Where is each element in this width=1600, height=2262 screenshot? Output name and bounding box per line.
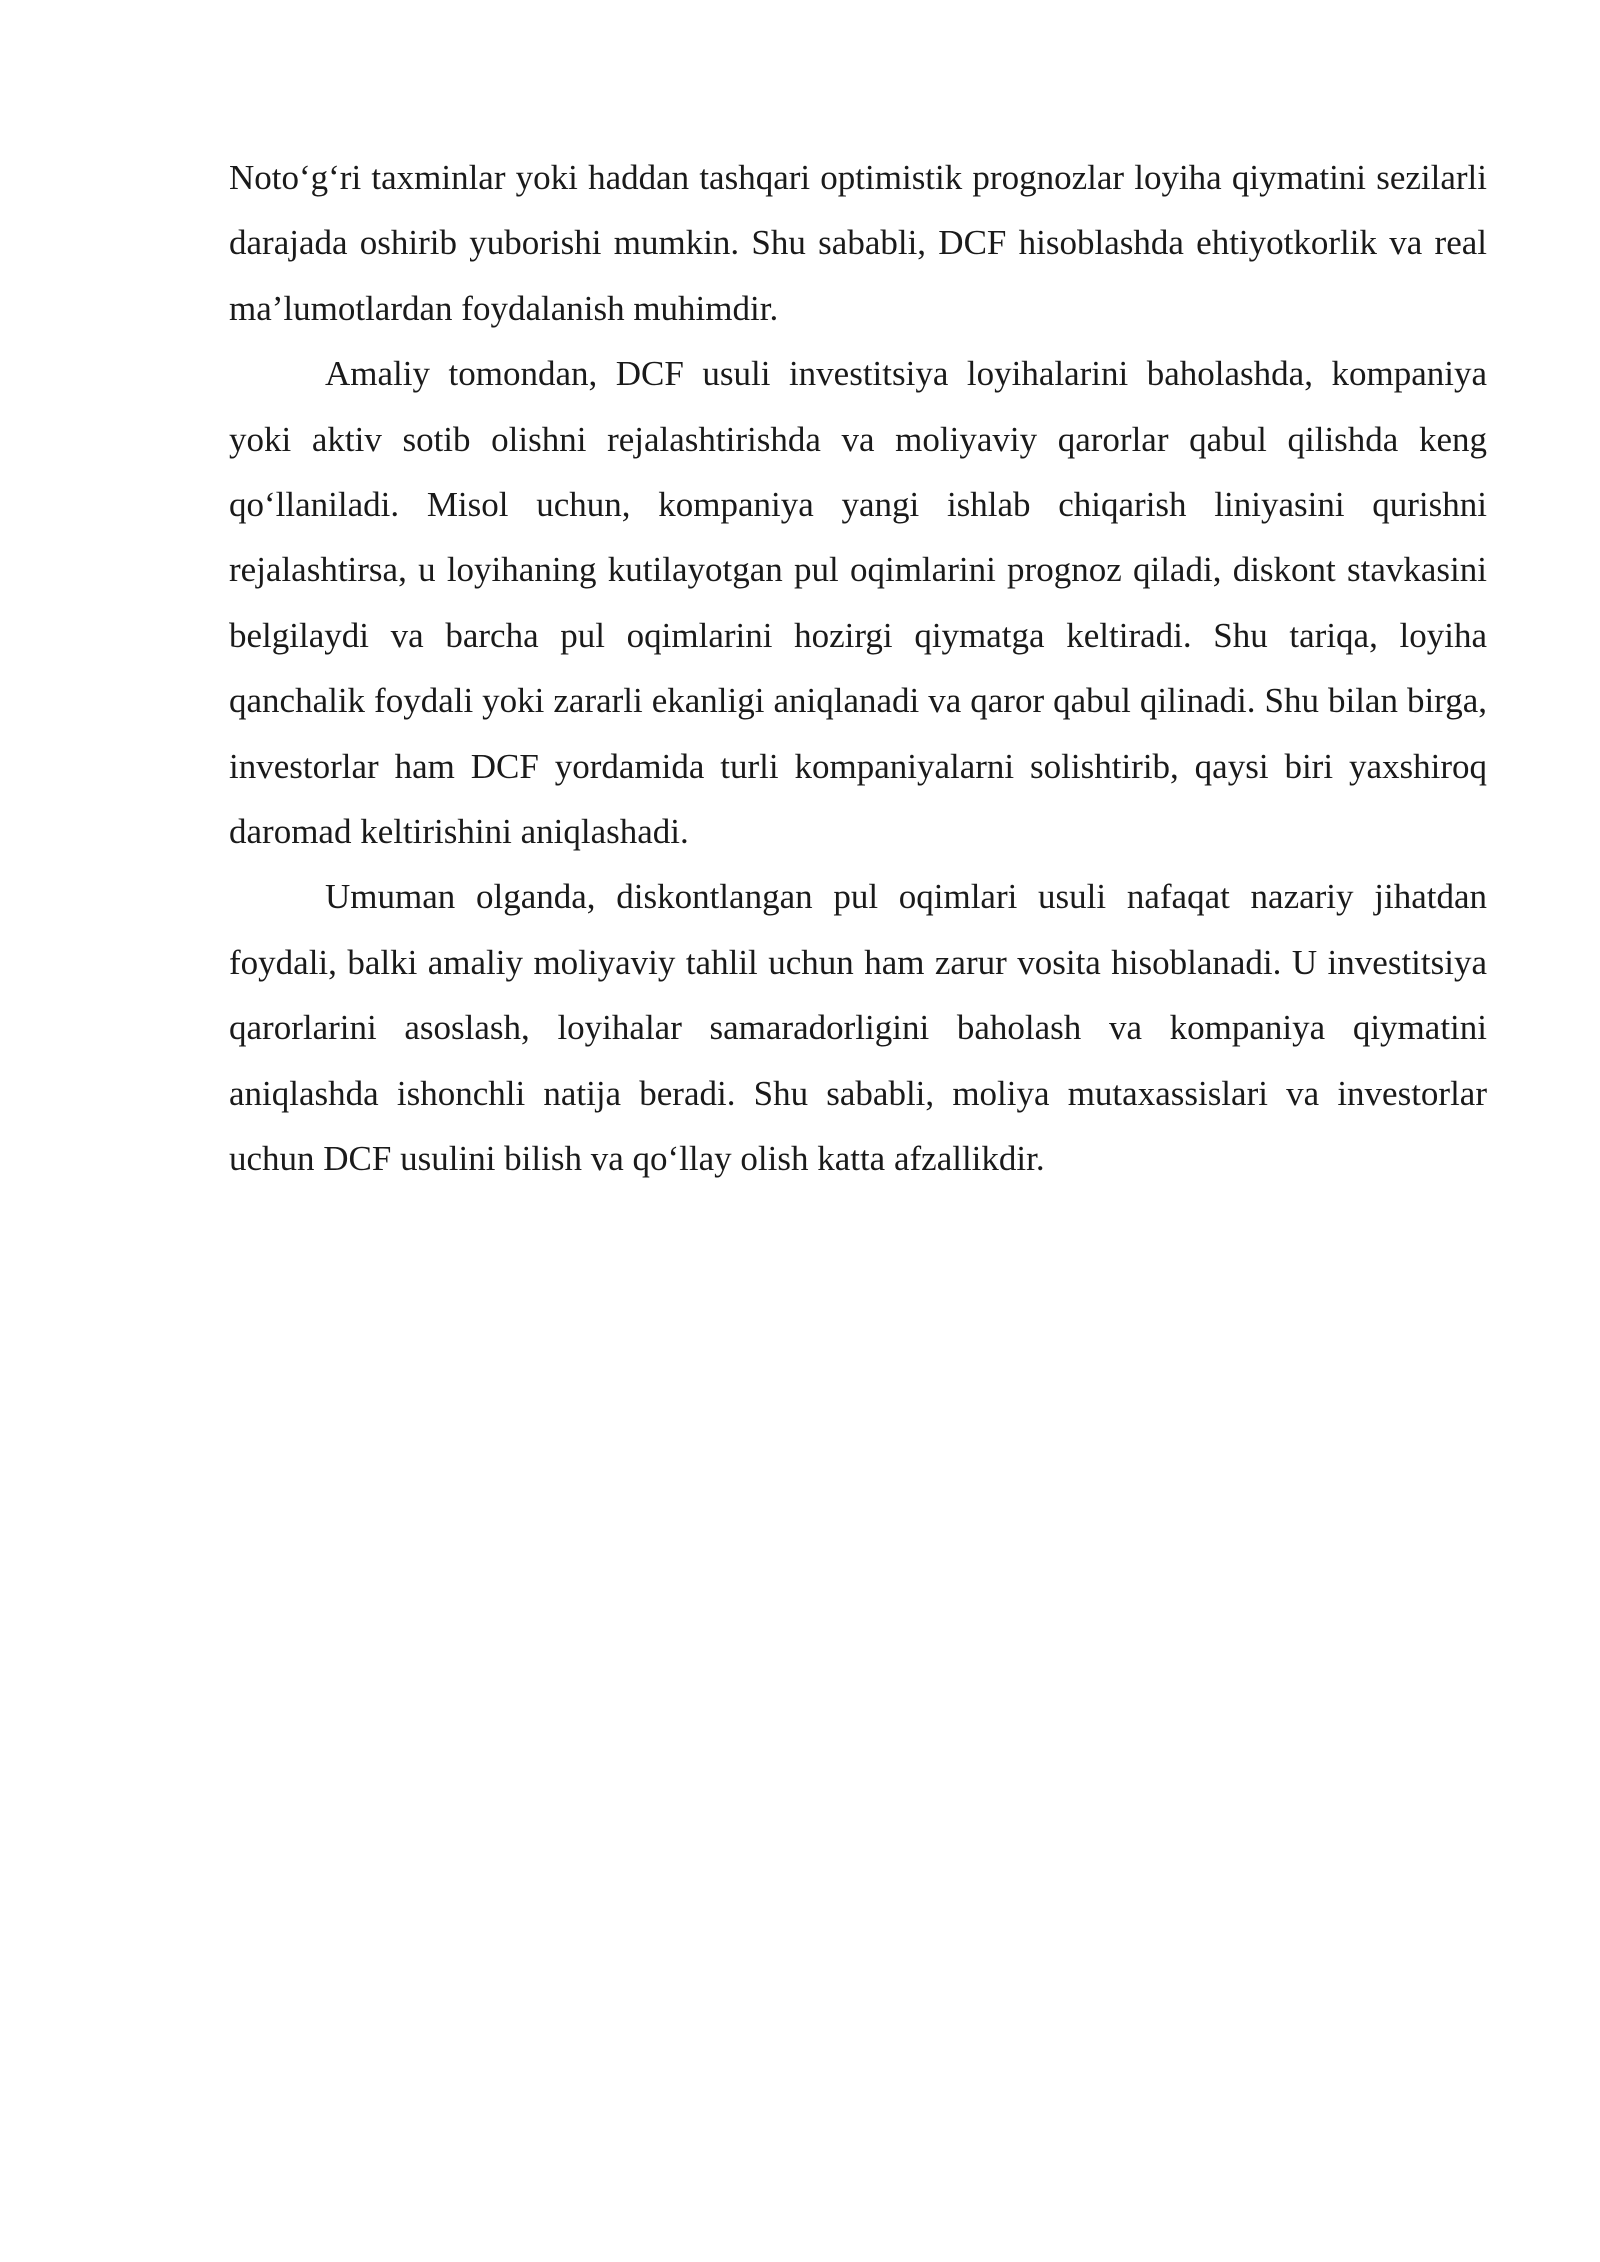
paragraph-conclusion: Umuman olganda, diskontlangan pul oqimlari usuli nafaqat nazariy jihatdan foydali, balki amaliy moliyaviy tahlil uchun ham zarur vosita hisoblanadi. U investitsiya qarorlarini asoslash, loyihalar samaradorligini baholash va kompaniya qiymatini aniqlashda ishonchli natija beradi. Shu sababli, moliya mutaxassislari va investorlar uchun DCF usulini bilish va qo‘llay olish katta afzallikdir. xyxy=(229,877,1487,1179)
body-text xyxy=(229,145,1487,1192)
paragraph-practical-use: Amaliy tomondan, DCF usuli investitsiya loyihalarini baholashda, kompaniya yoki aktiv sotib olishni rejalashtirishda va moliyaviy qarorlar qabul qilishda keng qo‘llaniladi. Misol uchun, kompaniya yangi ishlab chiqarish liniyasini qurishni rejalashtirsa, u loyihaning kutilayotgan pul oqimlarini prognoz qiladi, diskont stavkasini belgilaydi va barcha pul oqimlarini hozirgi qiymatga keltiradi. Shu tariqa, loyiha qanchalik foydali yoki zararli ekanligi aniqlanadi va qaror qabul qilinadi. Shu bilan birga, investorlar ham DCF yordamida turli kompaniyalarni solishtirib, qaysi biri yaxshiroq daromad keltirishini aniqlashadi. xyxy=(229,354,1487,852)
paragraph-continued: Noto‘g‘ri taxminlar yoki haddan tashqari optimistik prognozlar loyiha qiymatini sezilarli darajada oshirib yuborishi mumkin. Shu sababli, DCF hisoblashda ehtiyotkorlik va real ma’lumotlardan foydalanish muhimdir. xyxy=(229,158,1487,328)
